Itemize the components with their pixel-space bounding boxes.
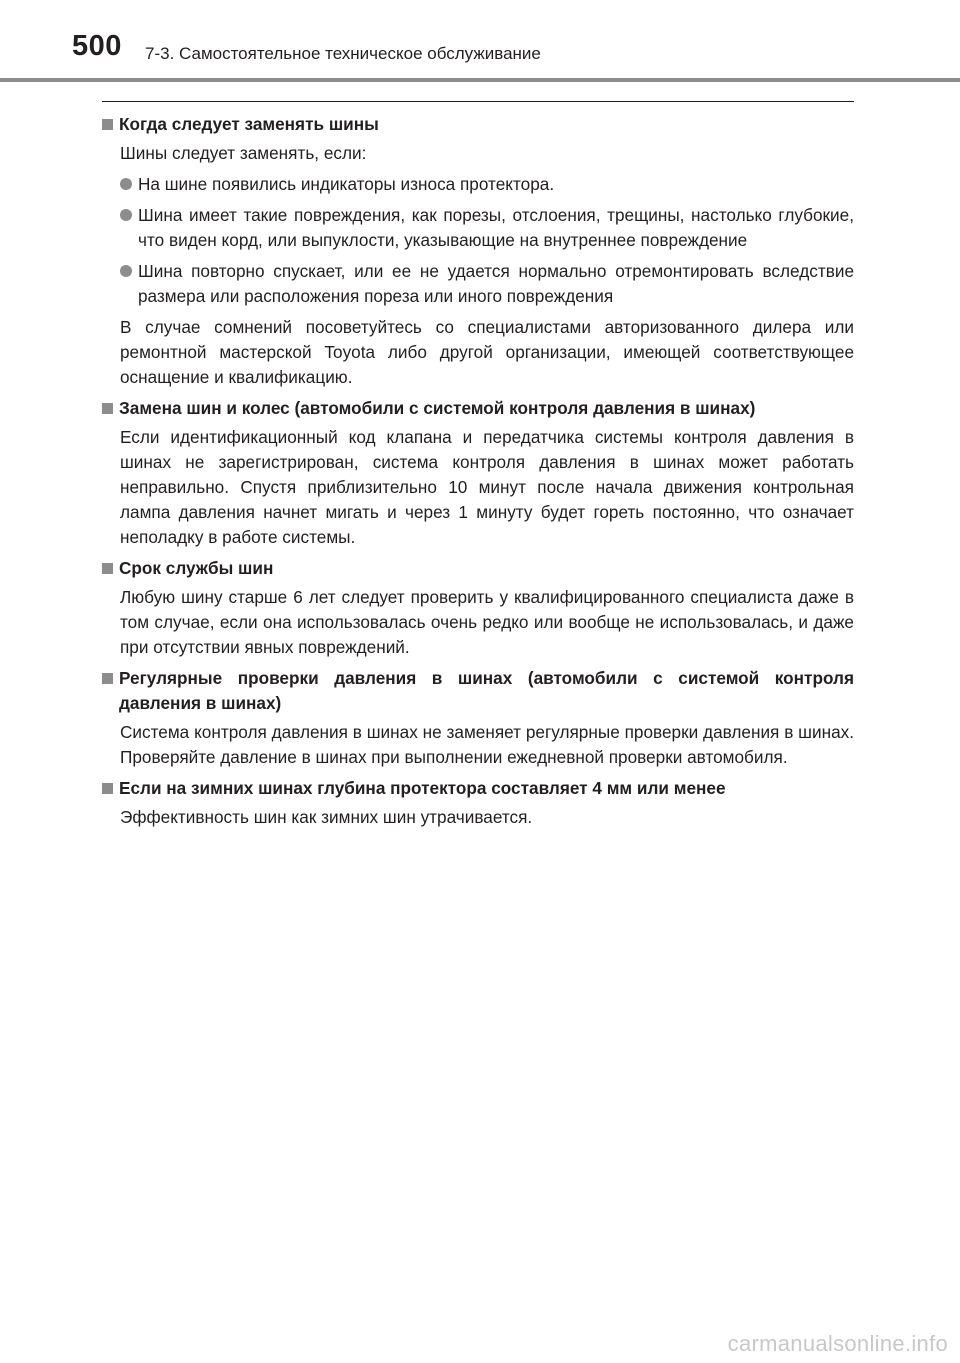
section-tire-service-life	[101, 556, 854, 660]
page-header	[0, 0, 960, 82]
section-when-to-replace	[101, 112, 854, 390]
section-body: Система контроля давления в шинах не заменяет регулярные проверки давления в шинах. Проверяйте давление в шинах при выполнении ежедневной проверки автомобиля.	[120, 722, 854, 767]
section-heading-text: Замена шин и колес (автомобили с системой контроля давления в шинах)	[119, 398, 756, 418]
section-heading-text: Если на зимних шинах глубина протектора составляет 4 мм или менее	[119, 778, 726, 798]
section-winter-tire-depth	[101, 776, 854, 830]
section-tire-wheel-replacement	[101, 396, 854, 550]
watermark: carmanualsonline.info	[727, 1331, 948, 1356]
list-item	[120, 203, 854, 253]
section-heading	[101, 112, 854, 137]
square-bullet-icon	[102, 403, 113, 414]
list-item	[120, 259, 854, 309]
circle-bullet-icon	[120, 209, 132, 221]
section-heading	[101, 776, 854, 801]
section-body: Если идентификационный код клапана и передатчика системы контроля давления в шинах не зарегистрирован, система контроля давления в шинах может работать неправильно. Спустя приблизительно 10 минут после начала движения контрольная лампа давления начнет мигать и через 1 минуту будет гореть постоянно, что означает неполадку в работе системы.	[120, 427, 854, 547]
page-number: 500	[72, 30, 122, 62]
section-body: Любую шину старше 6 лет следует проверить у квалифицированного специалиста даже в том случае, если она использовалась очень редко или вообще не использовалась, и даже при отсутствии явных повреждений.	[120, 587, 854, 657]
section-heading-text: Регулярные проверки давления в шинах (автомобили с системой контроля давления в шинах)	[119, 668, 854, 713]
square-bullet-icon	[102, 673, 113, 684]
circle-bullet-icon	[120, 178, 132, 190]
header-bar	[0, 78, 960, 82]
page-content	[101, 112, 854, 836]
circle-bullet-icon	[120, 265, 132, 277]
section-heading	[101, 666, 854, 716]
list-item	[120, 172, 854, 197]
section-heading-text: Когда следует заменять шины	[119, 114, 379, 134]
section-body: Эффективность шин как зимних шин утрачивается.	[120, 807, 533, 827]
section-intro: Шины следует заменять, если:	[120, 143, 367, 163]
list-item-text: Шина имеет такие повреждения, как порезы, отслоения, трещины, настолько глубокие, что виден корд, или выпуклости, указывающие на внутреннее повреждение	[138, 205, 854, 250]
square-bullet-icon	[102, 783, 113, 794]
section-divider	[102, 101, 854, 102]
section-heading-text: Срок службы шин	[119, 558, 274, 578]
square-bullet-icon	[102, 563, 113, 574]
section-outro: В случае сомнений посоветуйтесь со специалистами авторизованного дилера или ремонтной мастерской Toyota либо другой организации, имеющей соответствующее оснащение и квалификацию.	[120, 317, 854, 387]
list-item-text: Шина повторно спускает, или ее не удается нормально отремонтировать вследствие размера или расположения пореза или иного повреждения	[138, 261, 854, 306]
chapter-title: 7-3. Самостоятельное техническое обслуживание	[145, 44, 541, 63]
section-heading	[101, 556, 854, 581]
list-item-text: На шине появились индикаторы износа протектора.	[138, 174, 555, 194]
section-heading	[101, 396, 854, 421]
section-regular-pressure-checks	[101, 666, 854, 770]
square-bullet-icon	[102, 119, 113, 130]
